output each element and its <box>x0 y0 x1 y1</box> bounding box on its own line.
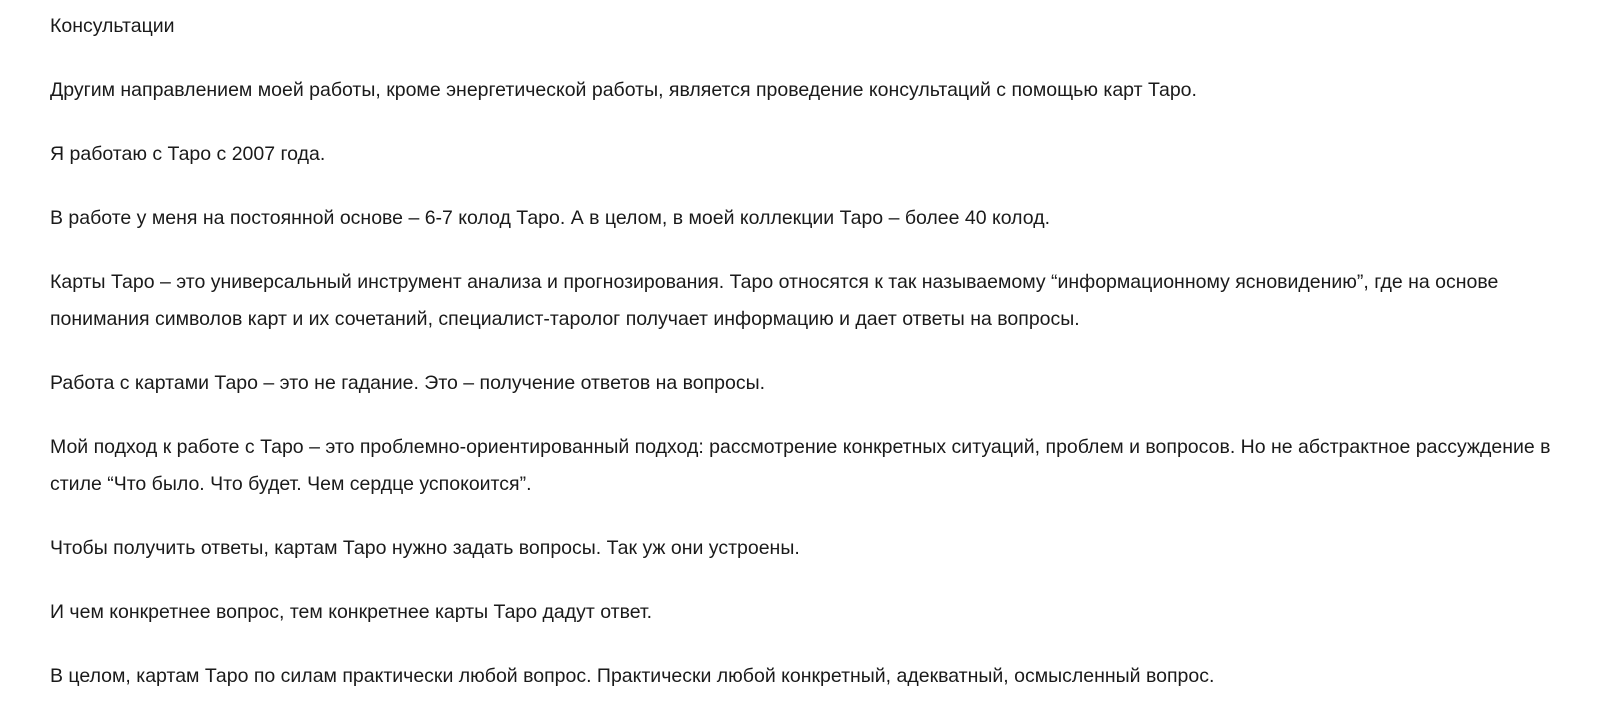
paragraph-any-question: В целом, картам Таро по силам практически любой вопрос. Практически любой конкретный, адекватный, осмысленный вопрос. <box>50 665 1215 687</box>
paragraph-not-fortune-telling: Работа с картами Таро – это не гадание. Это – получение ответов на вопросы. <box>50 372 766 394</box>
paragraph-experience: Я работаю с Таро с 2007 года. <box>50 143 326 165</box>
paragraph-decks: В работе у меня на постоянной основе – 6-7 колод Таро. А в целом, в моей коллекции Таро – более 40 колод. <box>50 207 1050 229</box>
article-content <box>50 8 1580 722</box>
paragraph-specific-question: И чем конкретнее вопрос, тем конкретнее карты Таро дадут ответ. <box>50 601 653 623</box>
article-title: Консультации <box>50 15 175 37</box>
paragraph-tarot-definition: Карты Таро – это универсальный инструмент анализа и прогнозирования. Таро относятся к так называемому “информационному ясновидению”, где на основе понимания символов карт и их сочетаний, специалист-таролог получает информацию и дает ответы на вопросы. <box>50 271 1499 330</box>
paragraph-intro: Другим направлением моей работы, кроме энергетической работы, является проведение консультаций с помощью карт Таро. <box>50 79 1197 101</box>
paragraph-approach: Мой подход к работе с Таро – это проблемно-ориентированный подход: рассмотрение конкретных ситуаций, проблем и вопросов. Но не абстрактное рассуждение в стиле “Что было. Что будет. Чем сердце успокоится”. <box>50 436 1551 495</box>
paragraph-ask-questions: Чтобы получить ответы, картам Таро нужно задать вопросы. Так уж они устроены. <box>50 537 800 559</box>
